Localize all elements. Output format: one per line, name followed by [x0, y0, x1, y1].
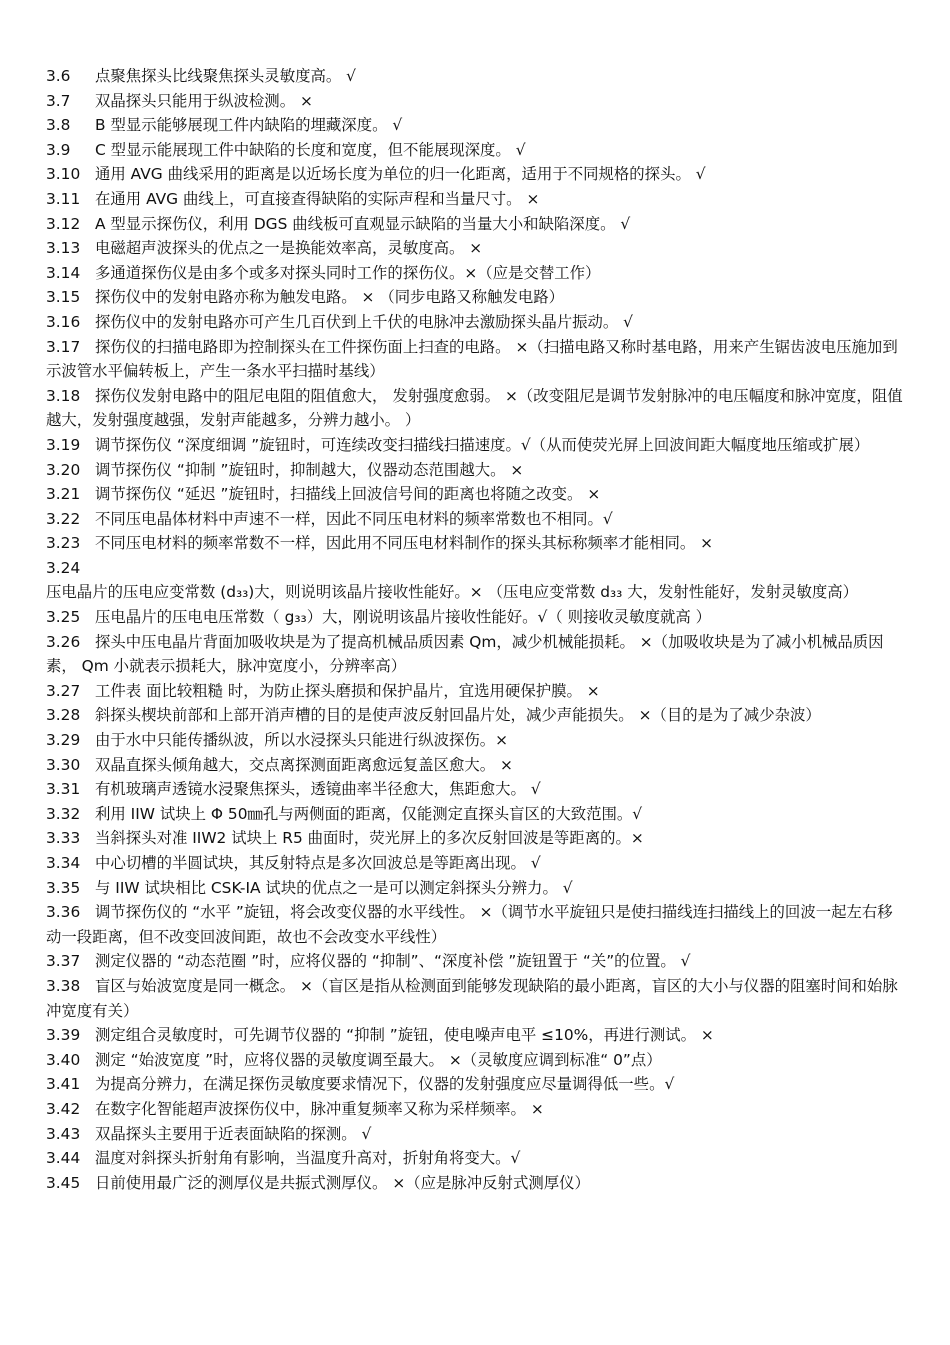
question-item [46, 1023, 906, 1048]
question-text: 盲区与始波宽度是同一概念。 ×（盲区是指从检测面到能够发现缺陷的最小距离，盲区的大小与仪器的阻塞时间和始脉冲宽度有关） [46, 976, 898, 1020]
question-item [46, 605, 906, 630]
question-item [46, 285, 906, 310]
question-item [46, 138, 906, 163]
question-number: 3.45 [46, 1173, 81, 1192]
question-number: 3.34 [46, 854, 81, 872]
question-number: 3.36 [46, 903, 81, 922]
question-item [46, 236, 906, 261]
question-item [46, 630, 906, 679]
question-number: 3.37 [46, 952, 81, 971]
question-text: 探伤仪中的发射电路亦可产生几百伏到上千伏的电脉冲去激励探头晶片振动。 √ [95, 312, 633, 331]
question-item [46, 974, 906, 1023]
question-item [46, 1146, 906, 1171]
question-text: 测定 “始波宽度 ”时，应将仪器的灵敏度调至最大。 ×（灵敏度应调到标准“ 0”点） [95, 1050, 662, 1069]
question-item [46, 826, 906, 851]
question-text: 不同压电材料的频率常数不一样，因此用不同压电材料制作的探头其标称频率才能相同。 × [95, 534, 714, 553]
question-item [46, 64, 906, 89]
question-item [46, 1122, 906, 1147]
question-text: 多通道探伤仪是由多个或多对探头同时工作的探伤仪。×（应是交替工作） [95, 263, 601, 282]
question-text: 探伤仪中的发射电路亦称为触发电路。 × （同步电路又称触发电路） [95, 288, 565, 307]
question-number: 3.42 [46, 1099, 81, 1118]
question-item [46, 900, 906, 949]
question-number: 3.25 [46, 608, 81, 627]
question-text: 双晶直探头倾角越大，交点离探测面距离愈远复盖区愈大。 × [95, 755, 513, 774]
question-number: 3.22 [46, 509, 81, 528]
question-number: 3.35 [46, 878, 81, 897]
question-number: 3.44 [46, 1149, 81, 1168]
question-item [46, 507, 906, 532]
question-text: 由于水中只能传播纵波，所以水浸探头只能进行纵波探伤。× [95, 731, 509, 750]
question-item [46, 384, 906, 433]
question-number: 3.11 [46, 189, 81, 208]
question-number: 3.33 [46, 829, 81, 848]
question-number: 3.20 [46, 460, 81, 479]
question-item [46, 187, 906, 212]
question-text: 有机玻璃声透镜水浸聚焦探头，透镜曲率半径愈大，焦距愈大。 √ [95, 780, 541, 799]
question-number: 3.6 [46, 67, 71, 85]
question-item [46, 433, 906, 458]
question-number: 3.19 [46, 435, 81, 454]
document-page [46, 64, 906, 1195]
question-number: 3.14 [46, 263, 81, 282]
question-text: 探伤仪发射电路中的阻尼电阻的阻值愈大， 发射强度愈弱。 ×（改变阻尼是调节发射脉冲的电压幅度和脉冲宽度，阻值越大，发射强度越强，发射声能越多，分辨力越小。 ） [46, 386, 903, 430]
question-text: 测定仪器的 “动态范圈 ”时，应将仪器的 “抑制”、“深度补偿 ”旋钮置于 “关”的位置。 √ [95, 952, 691, 971]
question-item [46, 1097, 906, 1122]
question-number: 3.43 [46, 1124, 81, 1143]
question-text: 斜探头楔块前部和上部开消声槽的目的是使声波反射回晶片处，减少声能损失。 ×（目的是为了减少杂波） [95, 706, 821, 725]
question-item [46, 679, 906, 704]
question-number: 3.16 [46, 312, 81, 331]
question-item [46, 1048, 906, 1073]
question-item [46, 556, 906, 605]
question-item [46, 876, 906, 901]
question-item [46, 531, 906, 556]
question-number: 3.30 [46, 755, 81, 774]
question-number: 3.38 [46, 976, 81, 995]
question-item [46, 89, 906, 114]
question-number: 3.7 [46, 91, 71, 110]
question-text: 调节探伤仪 “抑制 ”旋钮时，抑制越大，仪器动态范围越大。 × [95, 460, 524, 479]
question-item [46, 949, 906, 974]
question-text: 调节探伤仪 “深度细调 ”旋钮时，可连续改变扫描线扫描速度。√（从而使荧光屏上回波间距大幅度地压缩或扩展） [95, 435, 870, 454]
question-item [46, 162, 906, 187]
question-text: 探伤仪的扫描电路即为控制探头在工件探伤面上扫查的电路。 ×（扫描电路又称时基电路，用来产生锯齿波电压施加到示波管水平偏转板上，产生一条水平扫描时基线） [46, 337, 898, 381]
question-number: 3.17 [46, 337, 81, 356]
question-number: 3.9 [46, 140, 71, 159]
question-text: 不同压电晶体材料中声速不一样，因此不同压电材料的频率常数也不相同。√ [95, 509, 613, 528]
question-text: 工件表 面比较粗糙 时，为防止探头磨损和保护晶片，宜选用硬保护膜。 × [95, 681, 600, 700]
question-text: A 型显示探伤仪，利用 DGS 曲线板可直观显示缺陷的当量大小和缺陷深度。 √ [95, 214, 631, 233]
question-number: 3.27 [46, 681, 81, 700]
question-text: 点聚焦探头比线聚焦探头灵敏度高。 √ [95, 67, 356, 85]
question-number: 3.26 [46, 632, 81, 651]
question-text: 日前使用最广泛的测厚仪是共振式测厚仪。 ×（应是脉冲反射式测厚仪） [95, 1173, 590, 1192]
question-text: 双晶探头主要用于近表面缺陷的探测。 √ [95, 1124, 372, 1143]
question-text: 调节探伤仪 “延迟 ”旋钮时，扫描线上回波信号间的距离也将随之改变。 × [95, 485, 601, 504]
question-number: 3.39 [46, 1026, 81, 1045]
question-number: 3.10 [46, 165, 81, 184]
question-item [46, 335, 906, 384]
question-number: 3.40 [46, 1050, 81, 1069]
question-number: 3.23 [46, 534, 81, 553]
question-number: 3.28 [46, 706, 81, 725]
question-text: 压电晶片的压电电压常数（ g₃₃）大，刚说明该晶片接收性能好。√（ 则接收灵敏度就高 ） [95, 608, 712, 627]
question-text: C 型显示能展现工件中缺陷的长度和宽度，但不能展现深度。 √ [95, 140, 526, 159]
question-text: 测定组合灵敏度时，可先调节仪器的 “抑制 ”旋钮，使电噪声电平 ≤10%，再进行测试。 × [95, 1026, 714, 1045]
question-text: B 型显示能够展现工件内缺陷的埋藏深度。 √ [95, 116, 403, 135]
question-text: 在通用 AVG 曲线上，可直接查得缺陷的实际声程和当量尺寸。 × [95, 189, 540, 208]
question-text: 与 IIW 试块相比 CSK-IA 试块的优点之一是可以测定斜探头分辨力。 √ [95, 878, 573, 897]
question-item [46, 802, 906, 827]
question-text: 探头中压电晶片背面加吸收块是为了提高机械品质因素 Qm，减少机械能损耗。 ×（加吸收块是为了减小机械品质因素， Qm 小就表示损耗大，脉冲宽度小，分辨率高） [46, 632, 884, 676]
question-number: 3.41 [46, 1075, 81, 1094]
question-item [46, 728, 906, 753]
question-text: 当斜探头对准 IIW2 试块上 R5 曲面时，荧光屏上的多次反射回波是等距离的。× [95, 829, 644, 848]
question-number: 3.32 [46, 804, 81, 823]
question-number: 3.15 [46, 288, 81, 307]
question-number: 3.21 [46, 485, 81, 504]
question-number: 3.12 [46, 214, 81, 233]
question-item [46, 212, 906, 237]
question-item [46, 482, 906, 507]
question-number: 3.18 [46, 386, 81, 405]
question-item [46, 851, 906, 876]
question-text: 压电晶片的压电应变常数 (d₃₃)大，则说明该晶片接收性能好。× （压电应变常数 d₃₃ 大，发射性能好，发射灵敏度高） [46, 583, 859, 602]
question-item [46, 753, 906, 778]
question-item [46, 310, 906, 335]
question-number: 3.13 [46, 239, 81, 258]
question-item [46, 1072, 906, 1097]
question-text: 双晶探头只能用于纵波检测。 × [95, 91, 313, 110]
question-number: 3.24 [46, 558, 81, 577]
question-text: 调节探伤仪的 “水平 ”旋钮，将会改变仪器的水平线性。 ×（调节水平旋钮只是使扫描线连扫描线上的回波一起左右移动一段距离，但不改变回波间距，故也不会改变水平线性） [46, 903, 893, 946]
question-number: 3.29 [46, 731, 81, 750]
question-text: 为提高分辨力，在满足探伤灵敏度要求情况下，仪器的发射强度应尽量调得低一些。√ [95, 1075, 675, 1094]
question-number: 3.31 [46, 780, 81, 799]
question-item [46, 777, 906, 802]
question-item [46, 1171, 906, 1196]
question-text: 在数字化智能超声波探伤仪中，脉冲重复频率又称为采样频率。 × [95, 1099, 544, 1118]
question-text: 温度对斜探头折射角有影响，当温度升高对，折射角将变大。√ [95, 1149, 521, 1168]
question-text: 利用 IIW 试块上 Φ 50㎜孔与两侧面的距离，仅能测定直探头盲区的大致范围。√ [95, 804, 643, 823]
question-text: 电磁超声波探头的优点之一是换能效率高，灵敏度高。 × [95, 239, 483, 258]
question-text: 通用 AVG 曲线采用的距离是以近场长度为单位的归一化距离，适用于不同规格的探头。 √ [95, 165, 706, 184]
question-item [46, 703, 906, 728]
question-number: 3.8 [46, 116, 71, 135]
question-item [46, 458, 906, 483]
question-item [46, 113, 906, 138]
question-item [46, 261, 906, 286]
question-text: 中心切槽的半圆试块，其反射特点是多次回波总是等距离出现。 √ [95, 854, 541, 872]
